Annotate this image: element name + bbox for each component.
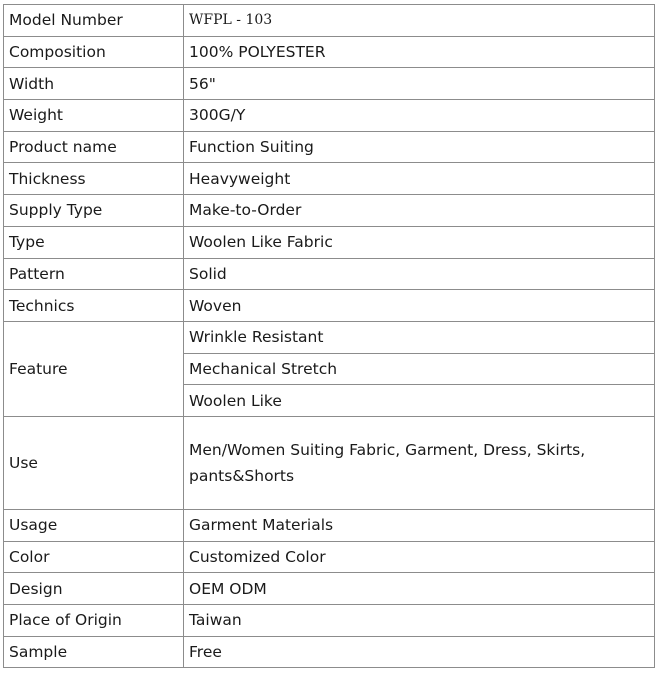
spec-label-usage: Usage <box>4 509 184 541</box>
spec-value-feature-3: Woolen Like <box>184 385 655 417</box>
spec-label-width: Width <box>4 68 184 100</box>
table-row <box>4 416 655 509</box>
spec-value-place-of-origin: Taiwan <box>184 605 655 637</box>
table-row <box>4 195 655 227</box>
spec-label-product-name: Product name <box>4 131 184 163</box>
spec-label-feature: Feature <box>4 321 184 416</box>
spec-value-technics: Woven <box>184 290 655 322</box>
table-row <box>4 573 655 605</box>
spec-label-color: Color <box>4 541 184 573</box>
spec-value-width: 56" <box>184 68 655 100</box>
table-row <box>4 5 655 37</box>
spec-label-model-number: Model Number <box>4 5 184 37</box>
spec-label-pattern: Pattern <box>4 258 184 290</box>
spec-value-type: Woolen Like Fabric <box>184 226 655 258</box>
table-row <box>4 226 655 258</box>
spec-label-composition: Composition <box>4 36 184 68</box>
spec-label-sample: Sample <box>4 636 184 668</box>
table-row <box>4 321 655 353</box>
spec-label-type: Type <box>4 226 184 258</box>
spec-value-use: Men/Women Suiting Fabric, Garment, Dress, Skirts, pants&Shorts <box>184 416 655 509</box>
spec-value-pattern: Solid <box>184 258 655 290</box>
spec-value-supply-type: Make-to-Order <box>184 195 655 227</box>
spec-value-composition: 100% POLYESTER <box>184 36 655 68</box>
spec-label-weight: Weight <box>4 100 184 132</box>
spec-value-model-number: WFPL - 103 <box>184 5 655 37</box>
spec-label-supply-type: Supply Type <box>4 195 184 227</box>
table-row <box>4 131 655 163</box>
table-row <box>4 636 655 668</box>
spec-value-thickness: Heavyweight <box>184 163 655 195</box>
table-row <box>4 509 655 541</box>
spec-value-sample: Free <box>184 636 655 668</box>
table-row <box>4 605 655 637</box>
table-row <box>4 36 655 68</box>
table-row <box>4 163 655 195</box>
spec-value-product-name: Function Suiting <box>184 131 655 163</box>
table-row <box>4 541 655 573</box>
table-row <box>4 100 655 132</box>
spec-value-usage: Garment Materials <box>184 509 655 541</box>
spec-value-color: Customized Color <box>184 541 655 573</box>
product-spec-table <box>3 4 655 668</box>
spec-label-use: Use <box>4 416 184 509</box>
spec-label-design: Design <box>4 573 184 605</box>
spec-value-feature-2: Mechanical Stretch <box>184 353 655 385</box>
table-row <box>4 258 655 290</box>
spec-label-technics: Technics <box>4 290 184 322</box>
spec-label-thickness: Thickness <box>4 163 184 195</box>
table-row <box>4 68 655 100</box>
spec-value-weight: 300G/Y <box>184 100 655 132</box>
spec-value-design: OEM ODM <box>184 573 655 605</box>
table-row <box>4 290 655 322</box>
spec-value-feature-1: Wrinkle Resistant <box>184 321 655 353</box>
spec-label-place-of-origin: Place of Origin <box>4 605 184 637</box>
